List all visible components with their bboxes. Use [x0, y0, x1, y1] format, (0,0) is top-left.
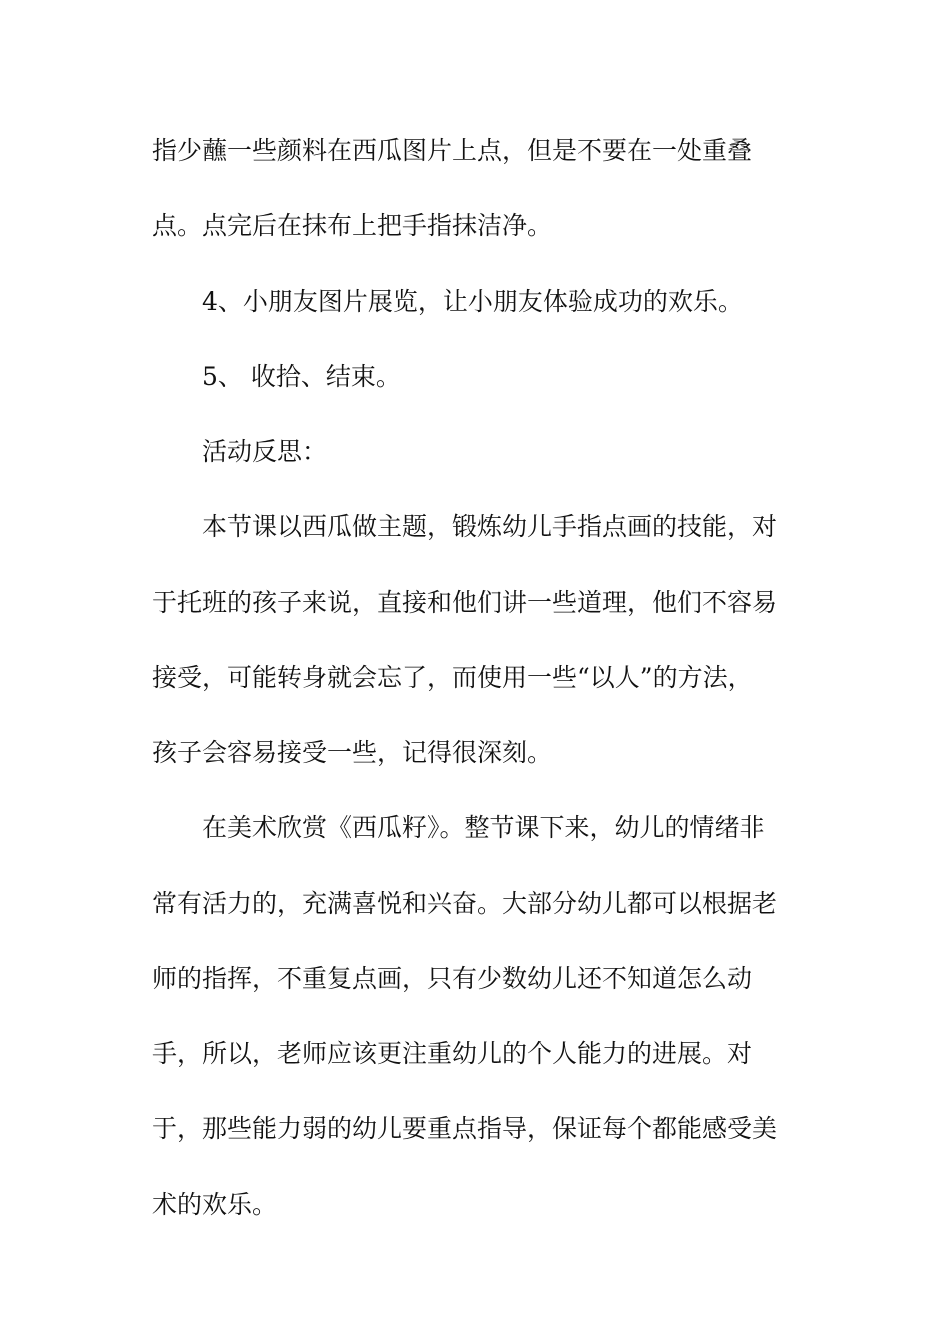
text-line: 手，所以，老师应该更注重幼儿的个人能力的进展。对 [152, 1039, 753, 1068]
text-line: 点。点完后在抹布上把手指抹洁净。 [152, 211, 553, 240]
text-line: 4、小朋友图片展览，让小朋友体验成功的欢乐。 [202, 287, 743, 316]
text-line: 师的指挥，不重复点画，只有少数幼儿还不知道怎么动 [152, 964, 753, 993]
text-line: 常有活力的，充满喜悦和兴奋。大部分幼儿都可以根据老 [152, 889, 778, 918]
text-line: 指少蘸一些颜料在西瓜图片上点，但是不要在一处重叠 [152, 136, 753, 165]
text-line: 本节课以西瓜做主题，锻炼幼儿手指点画的技能，对 [202, 512, 778, 541]
text-line: 在美术欣赏《西瓜籽》。整节课下来，幼儿的情绪非 [202, 813, 765, 842]
text-line: 于，那些能力弱的幼儿要重点指导，保证每个都能感受美 [152, 1114, 778, 1143]
section-heading: 活动反思： [202, 437, 328, 466]
text-line: 孩子会容易接受一些，记得很深刻。 [152, 738, 553, 767]
text-line: 于托班的孩子来说，直接和他们讲一些道理，他们不容易 [152, 588, 778, 617]
text-line: 接受，可能转身就会忘了，而使用一些“以人”的方法， [152, 663, 753, 692]
text-line: 术的欢乐。 [152, 1190, 278, 1219]
text-line: 5、 收拾、结束。 [202, 362, 401, 391]
